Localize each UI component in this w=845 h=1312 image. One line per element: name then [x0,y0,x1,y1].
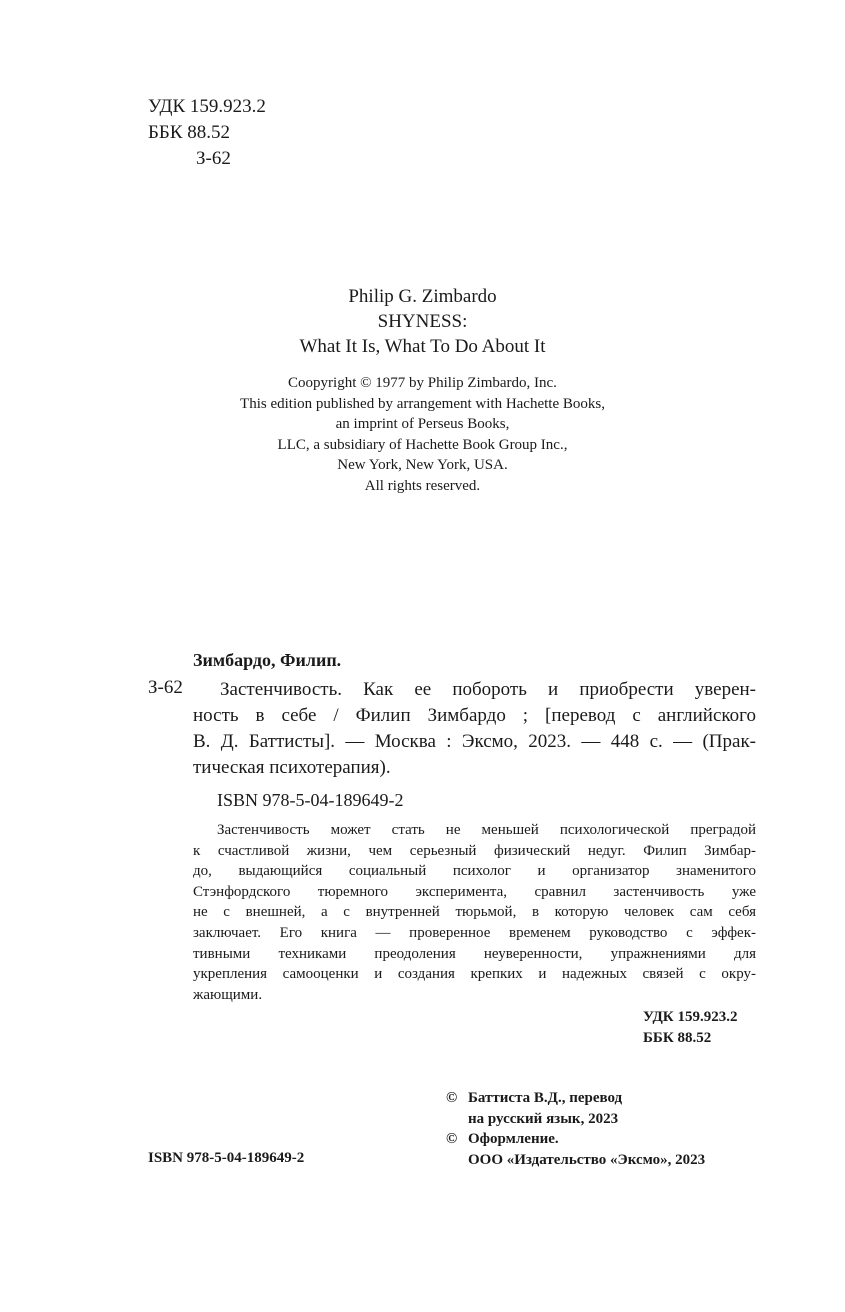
annotation-line: тивными техниками преодоления неуверенности, упражнениями для [193,945,756,962]
copyright-symbol: © [446,1131,458,1147]
annotation [193,820,756,1005]
card-isbn: ISBN 978-5-04-189649-2 [217,790,404,810]
isbn-bottom: ISBN 978-5-04-189649-2 [148,1150,305,1166]
card-author: Зимбардо, Филип. [193,650,342,670]
top-udk: УДК 159.923.2 [148,96,266,117]
bottom-bbk: ББК 88.52 [643,1030,712,1046]
top-bbk: ББК 88.52 [148,122,230,143]
card-body-line: В. Д. Баттисты]. — Москва : Эксмо, 2023. — 448 с. — (Прак- [193,731,756,752]
annotation-line: Застенчивость может стать не меньшей психологической преградой [217,822,756,838]
annotation-line: укрепления самооценки и создания крепких и надежных связей с окру- [193,966,756,983]
original-author: Philip G. Zimbardo [348,286,497,307]
design-copyright: © Оформление. [446,1129,705,1150]
annotation-line: не с внешней, а с внутренней тюрьмой, в которую человек сам себя [193,904,756,921]
copyright-line: New York, New York, USA. [337,457,508,473]
original-title-block [0,284,845,359]
annotation-line: жающими. [193,986,263,1003]
bottom-udk: УДК 159.923.2 [643,1009,738,1025]
translation-copyright-year: на русский язык, 2023 [468,1110,619,1127]
bottom-classification-codes [643,1007,737,1049]
copyright-notice [0,373,845,496]
original-title: SHYNESS: [377,311,468,332]
publisher-copyright: ООО «Издательство «Эксмо», 2023 [468,1151,706,1168]
original-subtitle: What It Is, What To Do About It [299,336,546,357]
card-body-line: ность в себе / Филип Зимбардо ; [перевод с английского [193,705,756,726]
card-author-mark: З-62 [148,677,183,698]
copyright-line: an imprint of Perseus Books, [335,416,510,432]
annotation-line: заключает. Его книга — проверенное временем руководство с эффек- [193,924,756,941]
annotation-line: Стэнфордского тюремного эксперимента, сравнил застенчивость уже [193,883,756,900]
annotation-line: до, выдающийся социальный психолог и организатор знаменитого [193,863,756,880]
copyright-line: Coopyright © 1977 by Philip Zimbardo, Inc. [288,375,557,391]
card-body-line: тическая психотерапия). [193,757,391,778]
copyright-line: LLC, a subsidiary of Hachette Book Group Inc., [277,436,568,453]
top-classification-codes [148,94,266,172]
copyright-holders [446,1088,705,1170]
top-author-mark: З-62 [196,148,231,169]
copyright-symbol: © [446,1090,458,1106]
copyright-line: All rights reserved. [364,477,481,494]
card-body-line: Застенчивость. Как ее побороть и приобрести уверен- [220,679,756,700]
card-bibliographic-description [193,677,756,781]
copyright-line: This edition published by arrangement with Hachette Books, [240,395,605,412]
annotation-line: к счастливой жизни, чем серьезный физический недуг. Филип Зимбар- [193,842,756,859]
translation-copyright: © Баттиста В.Д., перевод [446,1088,705,1109]
